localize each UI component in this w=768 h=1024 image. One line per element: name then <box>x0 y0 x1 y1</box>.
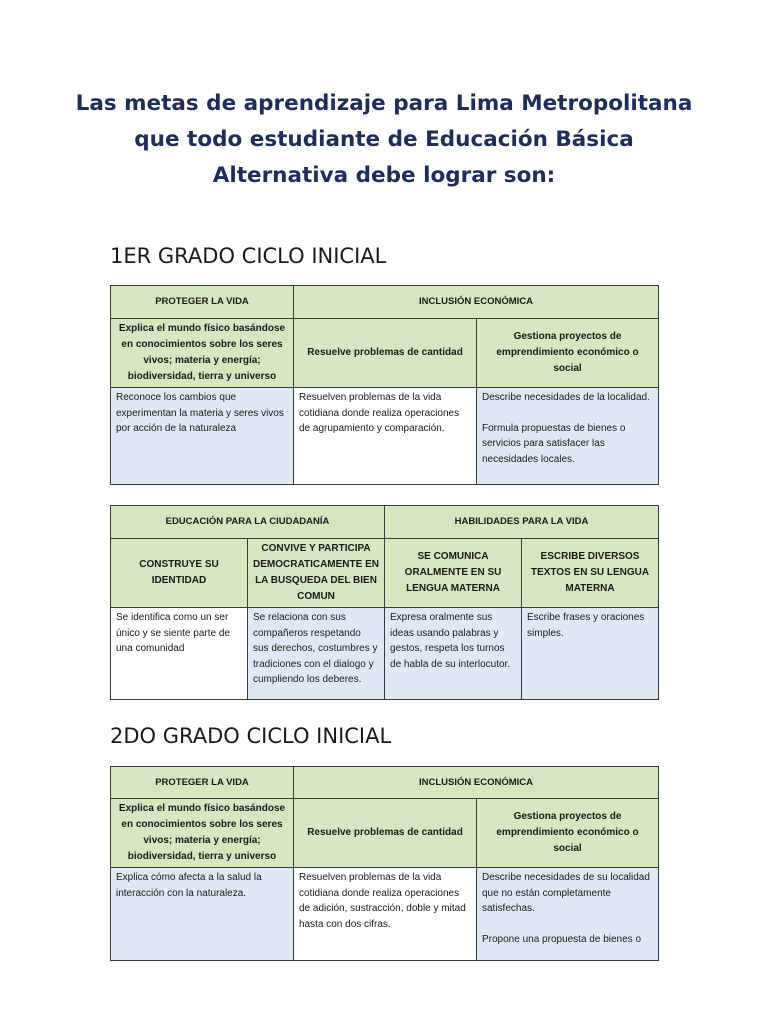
column-header-inclusion-economica: INCLUSIÓN ECONÓMICA <box>294 767 659 799</box>
column-header-educacion-ciudadania: EDUCACIÓN PARA LA CIUDADANÍA <box>111 506 385 539</box>
table-cell: Reconoce los cambios que experimentan la materia y seres vivos por acción de la naturaleza <box>111 388 294 485</box>
goals-table-1er-grado-a <box>110 285 659 485</box>
goals-table-1er-grado-b <box>110 505 659 700</box>
table-cell <box>477 868 659 961</box>
subheader-explica-mundo-fisico: Explica el mundo físico basándose en conocimientos sobre los seres vivos; materia y energía; biodiversidad, tierra y universo <box>111 799 294 868</box>
title-line-3: Alternativa debe lograr son: <box>212 163 556 188</box>
table-cell: Escribe frases y oraciones simples. <box>522 608 659 700</box>
subheader-se-comunica: SE COMUNICA ORALMENTE EN SU LENGUA MATERNA <box>385 539 522 608</box>
title-line-2: que todo estudiante de Educación Básica <box>134 127 634 152</box>
subheader-explica-mundo-fisico: Explica el mundo físico basándose en conocimientos sobre los seres vivos; materia y energía; biodiversidad, tierra y universo <box>111 319 294 388</box>
column-header-proteger-vida: PROTEGER LA VIDA <box>111 767 294 799</box>
table-cell: Expresa oralmente sus ideas usando palabras y gestos, respeta los turnos de habla de su interlocutor. <box>385 608 522 700</box>
document-title <box>60 86 708 194</box>
subheader-escribe-textos: ESCRIBE DIVERSOS TEXTOS EN SU LENGUA MATERNA <box>522 539 659 608</box>
column-header-inclusion-economica: INCLUSIÓN ECONÓMICA <box>294 286 659 319</box>
cell-paragraph: Propone una propuesta de bienes o <box>482 933 642 945</box>
cell-paragraph: Formula propuestas de bienes o servicios para satisfacer las necesidades locales. <box>482 422 626 465</box>
table-cell: Se identifica como un ser único y se siente parte de una comunidad <box>111 608 248 700</box>
section-heading-2do-grado: 2DO GRADO CICLO INICIAL <box>110 724 392 748</box>
goals-table-2do-grado-a <box>110 766 659 961</box>
section-heading-1er-grado: 1ER GRADO CICLO INICIAL <box>110 244 387 268</box>
cell-paragraph: Describe necesidades de su localidad que no están completamente satisfechas. <box>482 872 650 915</box>
subheader-construye-identidad: CONSTRUYE SU IDENTIDAD <box>111 539 248 608</box>
cell-paragraph: Describe necesidades de la localidad. <box>482 392 650 403</box>
subheader-convive-participa: CONVIVE Y PARTICIPA DEMOCRATICAMENTE EN LA BUSQUEDA DEL BIEN COMUN <box>248 539 385 608</box>
table-cell: Explica cómo afecta a la salud la interacción con la naturaleza. <box>111 868 294 961</box>
column-header-proteger-vida: PROTEGER LA VIDA <box>111 286 294 319</box>
table-cell: Se relaciona con sus compañeros respetando sus derechos, costumbres y tradiciones con el dialogo y cumpliendo los deberes. <box>248 608 385 700</box>
subheader-resuelve-problemas: Resuelve problemas de cantidad <box>294 319 477 388</box>
column-header-habilidades-vida: HABILIDADES PARA LA VIDA <box>385 506 659 539</box>
title-line-1: Las metas de aprendizaje para Lima Metropolitana <box>75 91 693 116</box>
subheader-resuelve-problemas: Resuelve problemas de cantidad <box>294 799 477 868</box>
subheader-gestiona-proyectos: Gestiona proyectos de emprendimiento económico o social <box>477 799 659 868</box>
subheader-gestiona-proyectos: Gestiona proyectos de emprendimiento económico o social <box>477 319 659 388</box>
table-cell: Resuelven problemas de la vida cotidiana donde realiza operaciones de adición, sustracción, doble y mitad hasta con dos cifras. <box>294 868 477 961</box>
table-cell: Resuelven problemas de la vida cotidiana donde realiza operaciones de agrupamiento y comparación. <box>294 388 477 485</box>
table-cell <box>477 388 659 485</box>
